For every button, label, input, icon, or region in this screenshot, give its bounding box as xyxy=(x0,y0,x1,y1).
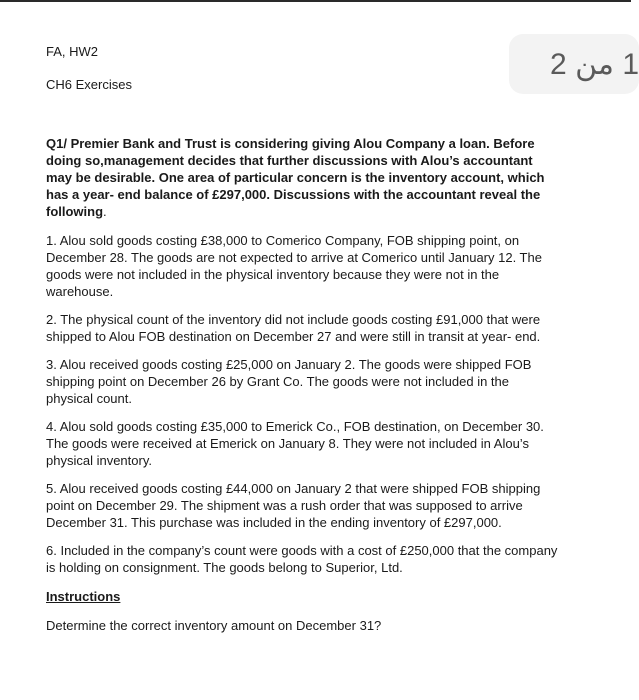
document-body xyxy=(46,135,558,634)
top-border-line xyxy=(0,0,631,2)
list-item-3: 3. Alou received goods costing £25,000 on January 2. The goods were shipped FOB shipping point on December 26 by Grant Co. The goods were not included in the physical count. xyxy=(46,357,532,406)
question-intro xyxy=(46,135,558,220)
list-item-2: 2. The physical count of the inventory did not include goods costing £91,000 that were shipped to Alou FOB destination on December 27 and were still in transit at year- end. xyxy=(46,312,541,344)
list-item-5: 5. Alou received goods costing £44,000 on January 2 that were shipped FOB shipping point on December 29. The shipment was a rush order that was supposed to arrive December 31. This purchase was included in the ending inventory of £297,000. xyxy=(46,481,541,530)
course-title: FA, HW2 xyxy=(46,44,99,59)
list-item-4: 4. Alou sold goods costing £35,000 to Emerick Co., FOB destination, on December 30. The goods were received at Emerick on January 8. They were not included in Alou’s physical inventory. xyxy=(46,419,544,468)
chapter-title: CH6 Exercises xyxy=(46,77,132,92)
instructions-heading: Instructions xyxy=(46,589,121,604)
page-indicator-text: 1 من 2 xyxy=(550,47,639,81)
list-item-6: 6. Included in the company’s count were goods with a cost of £250,000 that the company is holding on consignment. The goods belong to Superior, Ltd. xyxy=(46,543,558,575)
question-intro-period: . xyxy=(103,204,107,219)
page-indicator-badge xyxy=(509,34,639,94)
question-intro-text: Q1/ Premier Bank and Trust is considering giving Alou Company a loan. Before doing so,management decides that further discussions with Alou’s accountant may be desirable. One area of particular concern is the inventory account, which has a year- end balance of £297,000. Discussions with the accountant reveal the following xyxy=(46,136,545,219)
list-item-1: 1. Alou sold goods costing £38,000 to Comerico Company, FOB shipping point, on December 28. The goods are not expected to arrive at Comerico until January 12. The goods were not included in the physical inventory because they were not in the warehouse. xyxy=(46,233,542,299)
instructions-text: Determine the correct inventory amount on December 31? xyxy=(46,618,382,633)
